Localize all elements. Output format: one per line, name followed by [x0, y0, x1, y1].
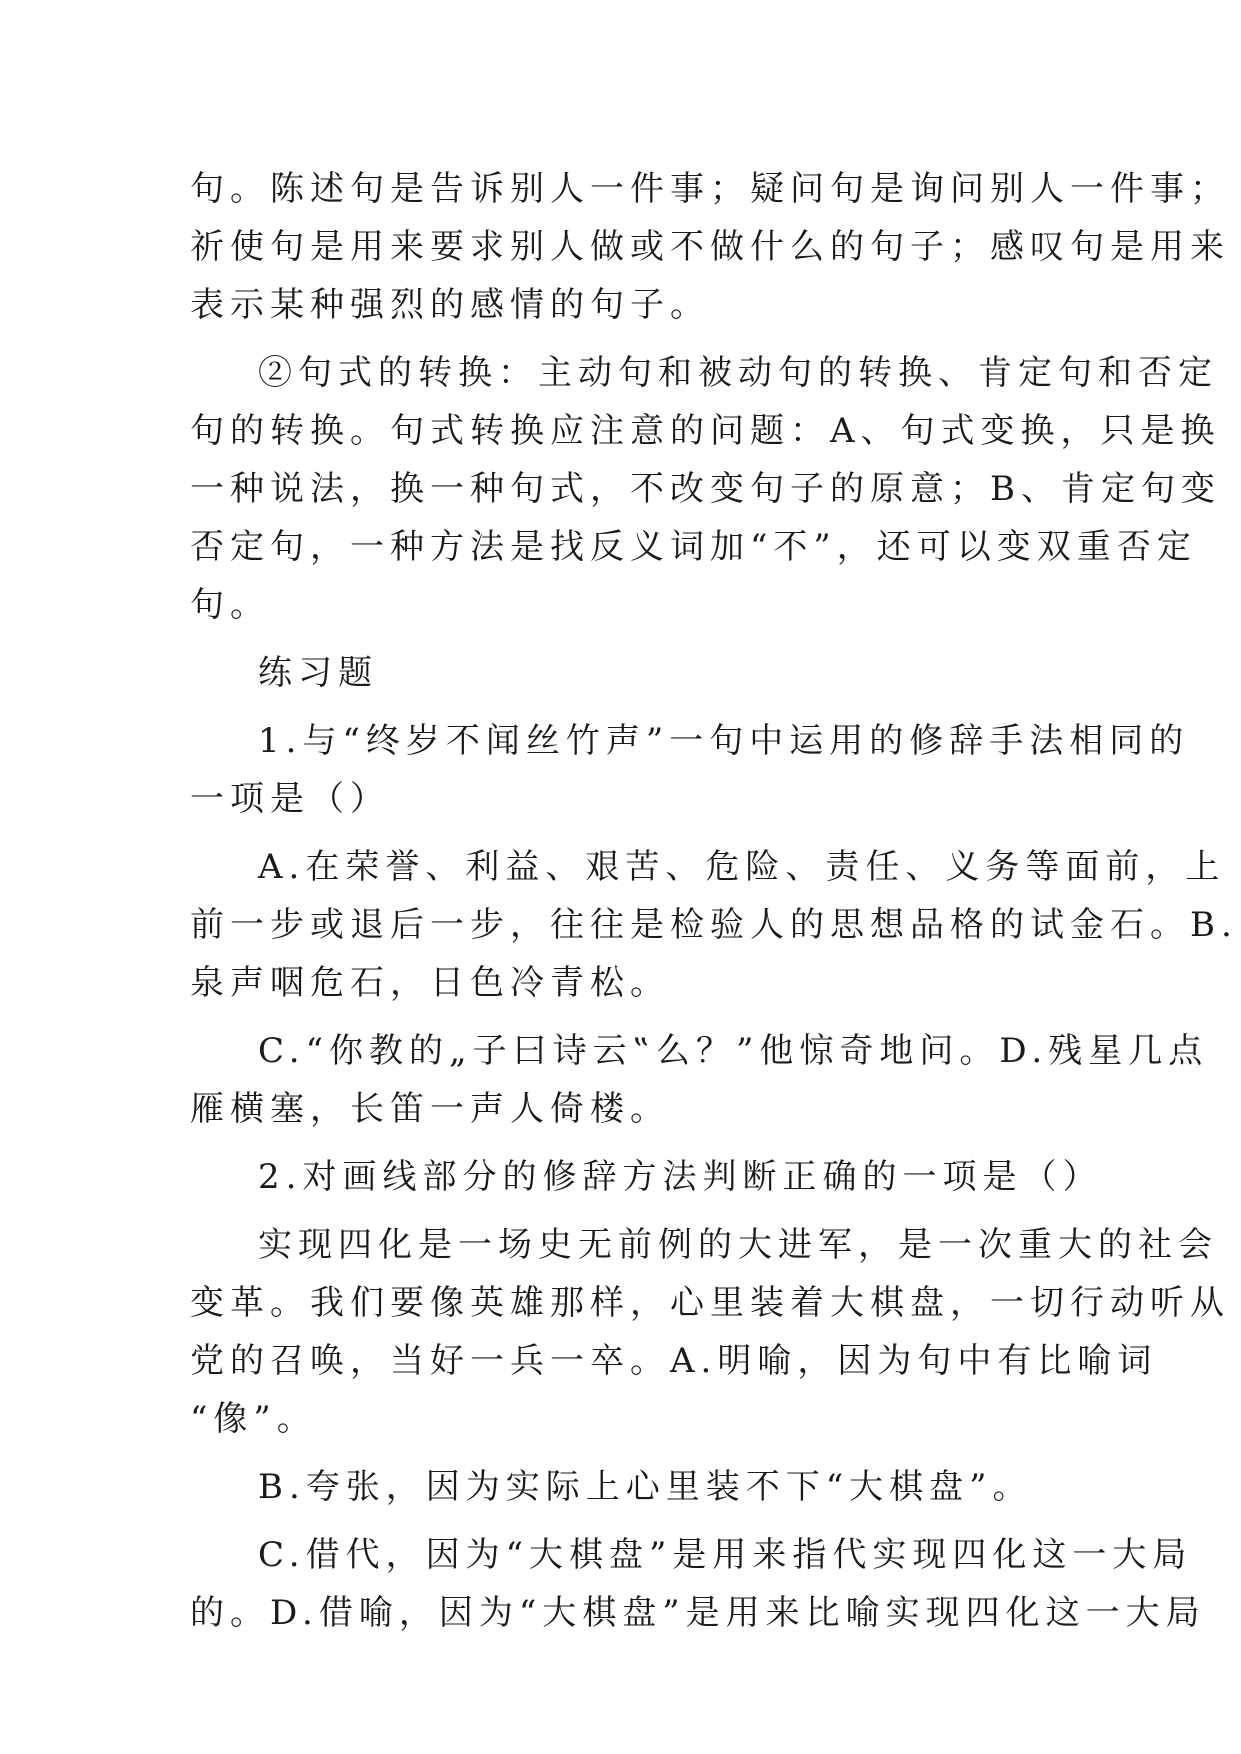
- question-1: 1.与“终岁不闻丝竹声”一句中运用的修辞手法相同的: [258, 721, 1190, 761]
- document-page: [190, 160, 1238, 1642]
- option-a: A.在荣誉、利益、艰苦、危险、责任、义务等面前，上: [258, 847, 1226, 887]
- text-line: 的。D.借喻，因为“大棋盘”是用来比喻实现四化这一大局: [190, 1593, 1206, 1633]
- text-line: 党的召唤，当好一兵一卒。A.明喻，因为句中有比喻词: [190, 1341, 1158, 1381]
- question-2: 2.对画线部分的修辞方法判断正确的一项是（）: [258, 1157, 1103, 1197]
- text-line: 前一步或退后一步，往往是检验人的思想品格的试金石。B.: [190, 905, 1238, 945]
- option-c-2: C.借代，因为“大棋盘”是用来指代实现四化这一大局: [258, 1535, 1193, 1575]
- text-line: 否定句，一种方法是找反义词加“不”，还可以变双重否定: [190, 527, 1197, 567]
- question-2-passage: 实现四化是一场史无前例的大进军，是一次重大的社会: [258, 1225, 1218, 1265]
- section-heading: 练习题: [258, 653, 378, 693]
- text-line: “像”。: [190, 1399, 317, 1439]
- text-line: 祈使句是用来要求别人做或不做什么的句子；感叹句是用来: [190, 227, 1230, 267]
- option-b: B.夸张，因为实际上心里装不下“大棋盘”。: [258, 1467, 1033, 1507]
- text-line: 泉声咽危石，日色冷青松。: [190, 963, 670, 1003]
- text-line: ②句式的转换：主动句和被动句的转换、肯定句和否定: [258, 353, 1218, 393]
- text-line: 句的转换。句式转换应注意的问题：A、句式变换，只是换: [190, 411, 1221, 451]
- text-line: 一项是（）: [190, 779, 390, 819]
- text-line: 变革。我们要像英雄那样，心里装着大棋盘，一切行动听从: [190, 1283, 1230, 1323]
- option-c: C.“你教的„子曰诗云‟么？”他惊奇地问。D.残星几点: [258, 1031, 1209, 1071]
- text-line: 句。: [190, 585, 270, 625]
- text-line: 句。陈述句是告诉别人一件事；疑问句是询问别人一件事；: [190, 169, 1230, 209]
- text-line: 雁横塞，长笛一声人倚楼。: [190, 1089, 670, 1129]
- text-line: 一种说法，换一种句式，不改变句子的原意；B、肯定句变: [190, 469, 1221, 509]
- text-line: 表示某种强烈的感情的句子。: [190, 285, 710, 325]
